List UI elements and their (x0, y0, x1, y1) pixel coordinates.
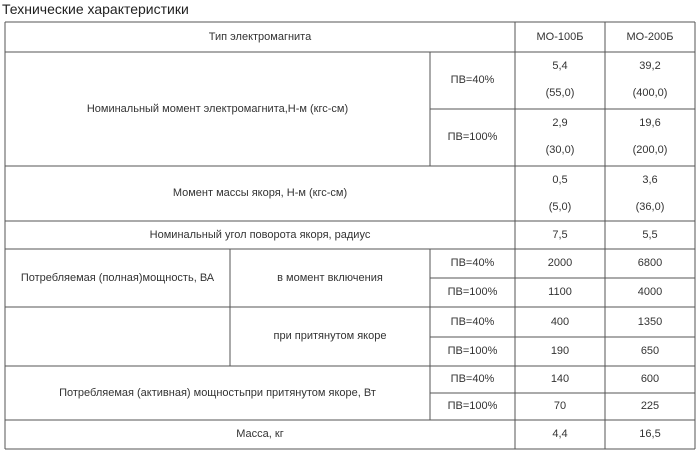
page-title: Технические характеристики (2, 1, 189, 17)
active-power-mo200-pv100: 225 (640, 400, 660, 412)
nominal-moment-pv100: ПВ=100% (447, 131, 498, 143)
full-power-on-switch-pv100: ПВ=100% (447, 286, 498, 298)
nominal-moment-pv40: ПВ=40% (450, 74, 495, 86)
angle-mo200: 5,5 (642, 228, 658, 241)
mass-mo200: 16,5 (639, 428, 661, 440)
nominal-moment-mo100-pv100-alt: (30,0) (545, 143, 575, 156)
active-power-mo100-pv100: 70 (553, 400, 567, 412)
nominal-moment-mo200-pv100: 19,6 (639, 116, 661, 129)
nominal-moment-mo100-pv100: 2,9 (552, 116, 568, 129)
full-power-attracted: при притянутом якоре (273, 330, 387, 342)
inertia-mo200: 3,6 (642, 173, 658, 186)
inertia-mo100-alt: (5,0) (548, 200, 572, 213)
header-model-mo100: МО-100Б (536, 30, 584, 43)
full-power-attracted-pv100: ПВ=100% (447, 345, 498, 357)
mass-mo100: 4,4 (552, 428, 568, 440)
nominal-moment-mo100-pv40: 5,4 (552, 59, 568, 72)
header-type-label: Тип электромагнита (208, 30, 312, 43)
full-power-on-switch-mo100-pv100: 1100 (548, 286, 572, 298)
inertia-mo200-alt: (36,0) (635, 200, 665, 213)
full-power-on-switch-mo200-pv40: 6800 (637, 257, 663, 269)
header-model-mo200: МО-200Б (626, 30, 674, 43)
nominal-moment-mo200-pv40-alt: (400,0) (632, 86, 668, 99)
nominal-moment-mo100-pv40-alt: (55,0) (545, 86, 575, 99)
full-power-on-switch-mo100-pv40: 2000 (547, 257, 573, 269)
active-power-pv40: ПВ=40% (450, 373, 495, 385)
full-power-attracted-mo200-pv100: 650 (640, 345, 660, 357)
active-power-mo200-pv40: 600 (640, 373, 660, 385)
nominal-moment-label: Номинальный момент электромагнита,Н-м (кгс-см) (86, 102, 349, 115)
full-power-attracted-mo200-pv40: 1350 (637, 315, 663, 328)
active-power-pv100: ПВ=100% (447, 400, 498, 412)
inertia-label: Момент массы якоря, Н-м (кгс-см) (172, 187, 348, 199)
angle-mo100: 7,5 (552, 228, 568, 241)
full-power-on-switch-mo200-pv100: 4000 (637, 286, 663, 298)
angle-label: Номинальный угол поворота якоря, радиус (149, 228, 371, 241)
mass-label: Масса, кг (236, 428, 284, 440)
inertia-mo100: 0,5 (552, 173, 568, 186)
nominal-moment-mo200-pv40: 39,2 (639, 59, 661, 72)
full-power-attracted-mo100-pv40: 400 (550, 315, 570, 328)
full-power-label: Потребляемая (полная)мощность, ВА (20, 271, 215, 284)
full-power-attracted-mo100-pv100: 190 (550, 345, 570, 357)
nominal-moment-mo200-pv100-alt: (200,0) (632, 143, 668, 156)
full-power-on-switch-pv40: ПВ=40% (450, 257, 495, 269)
full-power-on-switch: в момент включения (277, 271, 383, 284)
full-power-attracted-pv40: ПВ=40% (450, 315, 495, 328)
active-power-label: Потребляемая (активная) мощностьпри притянутом якоре, Вт (59, 386, 376, 399)
active-power-mo100-pv40: 140 (550, 373, 570, 385)
